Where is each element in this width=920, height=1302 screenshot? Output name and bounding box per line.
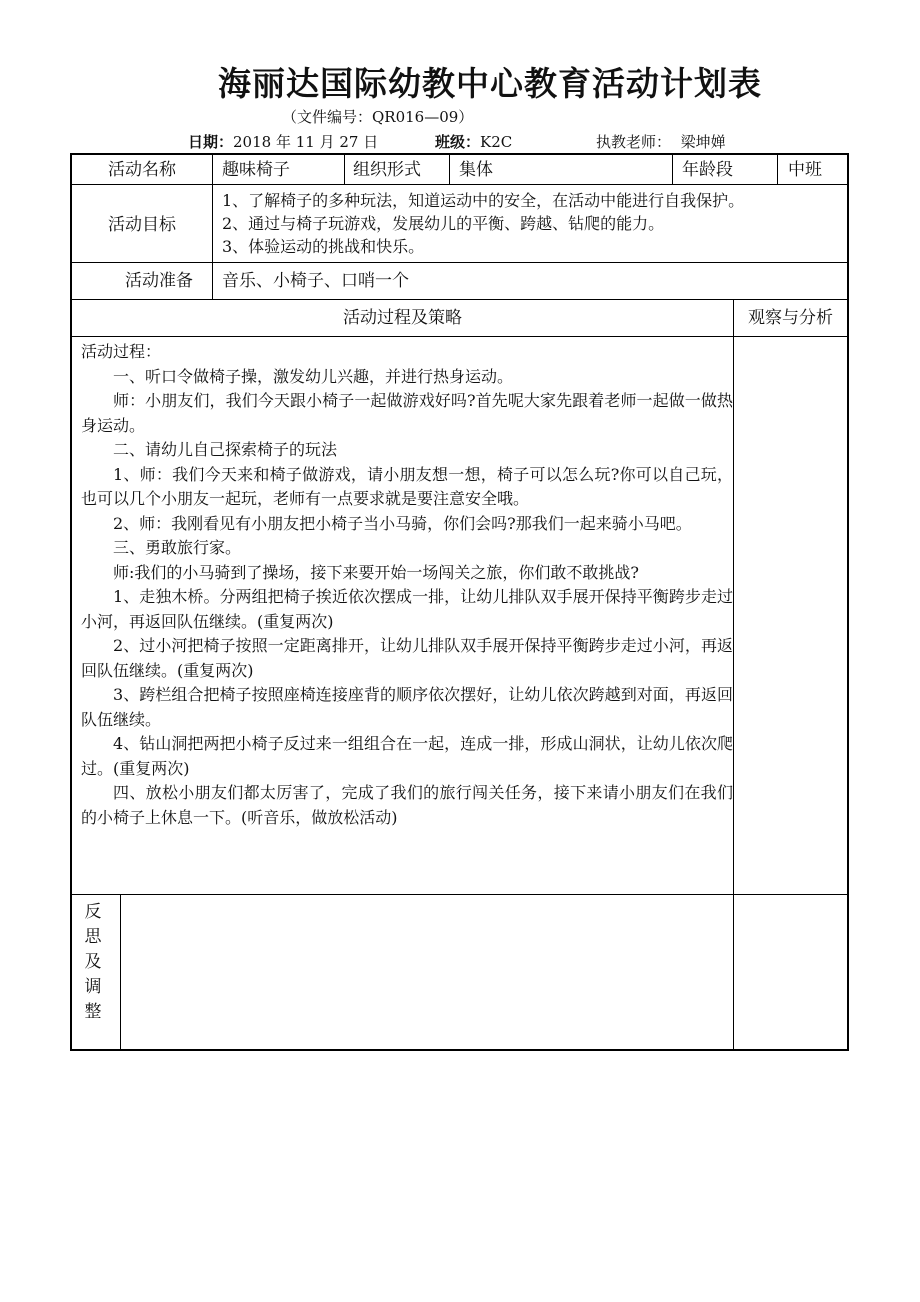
age-group-label: 年龄段 — [682, 160, 733, 180]
process-paragraph: 一、听口令做椅子操，激发幼儿兴趣，并进行热身运动。 — [113, 366, 514, 386]
col-divider — [672, 155, 673, 184]
activity-process — [81, 340, 733, 830]
process-paragraph: 3、跨栏组合把椅子按照座椅连接座背的顺序依次摆好，让幼儿依次跨越到对面，再返回队伍继续。 — [81, 685, 733, 729]
class-field — [435, 131, 512, 152]
goal-item: 2、通过与椅子玩游戏，发展幼儿的平衡、跨越、钻爬的能力。 — [222, 214, 665, 233]
goal-item: 3、体验运动的挑战和快乐。 — [222, 237, 425, 256]
process-paragraph: 三、勇敢旅行家。 — [113, 538, 242, 557]
reflection-char: 调 — [84, 977, 102, 997]
row-divider — [72, 894, 847, 895]
page-title: 海丽达国际幼教中心教育活动计划表 — [218, 64, 762, 103]
reflection-char: 反 — [84, 902, 102, 922]
class-value: K2C — [480, 133, 513, 151]
plan-table — [70, 153, 849, 1051]
activity-prep-value: 音乐、小椅子、口哨一个 — [222, 271, 409, 291]
reflection-char: 思 — [84, 927, 102, 947]
class-label: 班级： — [435, 133, 481, 151]
process-paragraph: 4、钻山洞把两把小椅子反过来一组组合在一起，连成一排，形成山洞状，让幼儿依次爬过。(重复两次) — [81, 734, 733, 778]
observation-header: 观察与分析 — [748, 308, 833, 328]
col-divider — [449, 155, 450, 184]
col-divider — [212, 155, 213, 299]
row-divider — [72, 336, 847, 337]
process-paragraph: 1、走独木桥。分两组把椅子挨近依次摆成一排，让幼儿排队双手展开保持平衡跨步走过小河，再返回队伍继续。(重复两次) — [81, 587, 733, 631]
document-number: （文件编号：QR016—09） — [282, 108, 474, 126]
process-paragraph: 师：小朋友们，我们今天跟小椅子一起做游戏好吗?首先呢大家先跟着老师一起做一做热身运动。 — [81, 391, 733, 435]
organization-form-value: 集体 — [459, 160, 493, 180]
date-value: 2018 年 11 月 27 日 — [233, 133, 379, 151]
process-paragraph: 1、师：我们今天来和椅子做游戏，请小朋友想一想，椅子可以怎么玩?你可以自己玩，也可以几个小朋友一起玩，老师有一点要求就是要注意安全哦。 — [81, 464, 733, 508]
reflection-char: 及 — [84, 952, 102, 972]
col-divider — [733, 299, 734, 1051]
process-paragraph: 活动过程： — [81, 342, 162, 361]
organization-form-label: 组织形式 — [353, 160, 421, 180]
activity-goals-label: 活动目标 — [108, 215, 176, 235]
row-divider — [72, 262, 847, 263]
process-header: 活动过程及策略 — [343, 308, 462, 328]
reflection-char: 整 — [84, 1002, 102, 1022]
row-divider — [72, 299, 847, 300]
date-field — [188, 131, 378, 152]
process-paragraph: 师:我们的小马骑到了操场，接下来要开始一场闯关之旅，你们敢不敢挑战? — [113, 562, 639, 582]
activity-name-value: 趣味椅子 — [222, 160, 290, 180]
teacher-value: 梁坤婵 — [680, 133, 726, 151]
col-divider — [344, 155, 345, 184]
activity-prep-label: 活动准备 — [125, 271, 193, 291]
activity-goals-list — [222, 189, 744, 258]
process-paragraph: 二、请幼儿自己探索椅子的玩法 — [113, 440, 338, 459]
col-divider — [120, 894, 121, 1051]
process-paragraph: 四、放松小朋友们都太厉害了，完成了我们的旅行闯关任务，接下来请小朋友们在我们的小椅子上休息一下。(听音乐，做放松活动) — [81, 783, 733, 827]
reflection-label — [82, 900, 104, 1025]
row-divider — [72, 184, 847, 185]
activity-name-label: 活动名称 — [108, 160, 176, 180]
goal-item: 1、了解椅子的多种玩法，知道运动中的安全，在活动中能进行自我保护。 — [222, 191, 745, 210]
process-paragraph: 2、过小河把椅子按照一定距离排开，让幼儿排队双手展开保持平衡跨步走过小河，再返回队伍继续。(重复两次) — [81, 636, 733, 680]
process-paragraph: 2、师：我刚看见有小朋友把小椅子当小马骑，你们会吗?那我们一起来骑小马吧。 — [113, 513, 692, 533]
col-divider — [777, 155, 778, 184]
date-label: 日期： — [188, 133, 234, 151]
teacher-label: 执教老师： — [596, 133, 672, 151]
age-group-value: 中班 — [788, 160, 822, 180]
teacher-field — [596, 131, 726, 152]
